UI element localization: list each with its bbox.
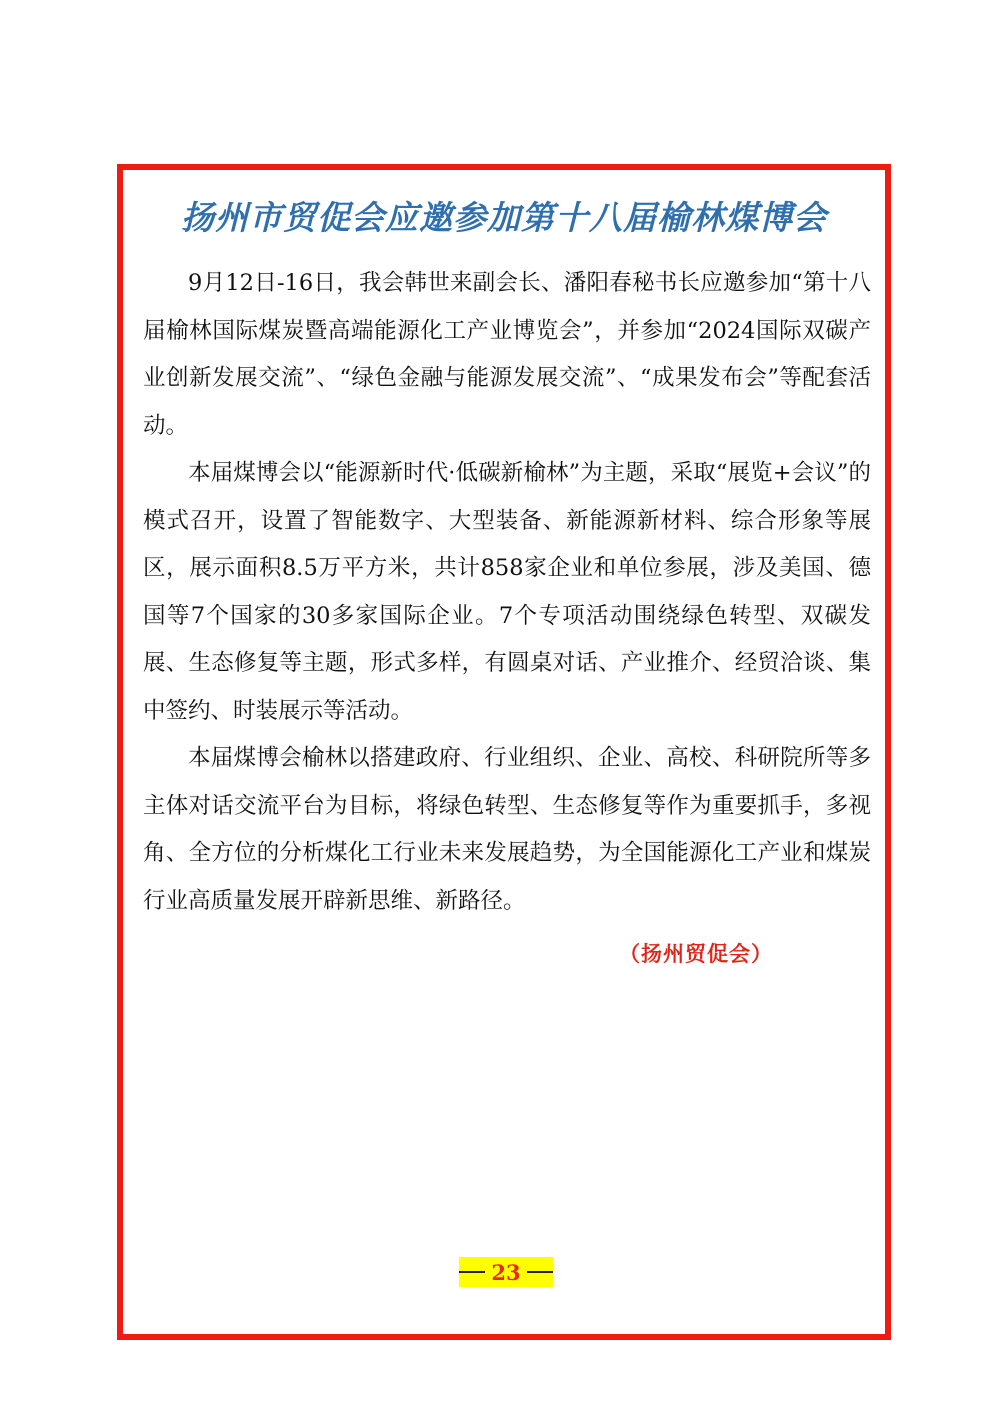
article-paragraph: 本届煤博会榆林以搭建政府、行业组织、企业、高校、科研院所等多主体对话交流平台为目标，将绿色转型、生态修复等作为重要抓手，多视角、全方位的分析煤化工行业未来发展趋势，为全国能源化工产业和煤炭行业高质量发展开辟新思维、新路径。 [143,745,871,914]
page-border-frame [117,164,891,1340]
dash-left [459,1271,485,1273]
article-title: 扬州市贸促会应邀参加第十八届榆林煤博会 [181,198,827,237]
article-body [143,260,871,925]
page-number: 23 [491,1259,521,1285]
page-number-badge [459,1257,553,1287]
dash-right [527,1271,553,1273]
article-source: （扬州贸促会） [619,941,773,966]
article-paragraph: 9月12日-16日，我会韩世来副会长、潘阳春秘书长应邀参加“第十八届榆林国际煤炭暨高端能源化工产业博览会”，并参加“2024国际双碳产业创新发展交流”、“绿色金融与能源发展交流”、“成果发布会”等配套活动。 [143,270,871,439]
article-paragraph: 本届煤博会以“能源新时代·低碳新榆林”为主题，采取“展览+会议”的模式召开，设置了智能数字、大型装备、新能源新材料、综合形象等展区，展示面积8.5万平方米，共计858家企业和单位参展，涉及美国、德国等7个国家的30多家国际企业。7个专项活动围绕绿色转型、双碳发展、生态修复等主题，形式多样，有圆桌对话、产业推介、经贸洽谈、集中签约、时装展示等活动。 [143,460,871,724]
